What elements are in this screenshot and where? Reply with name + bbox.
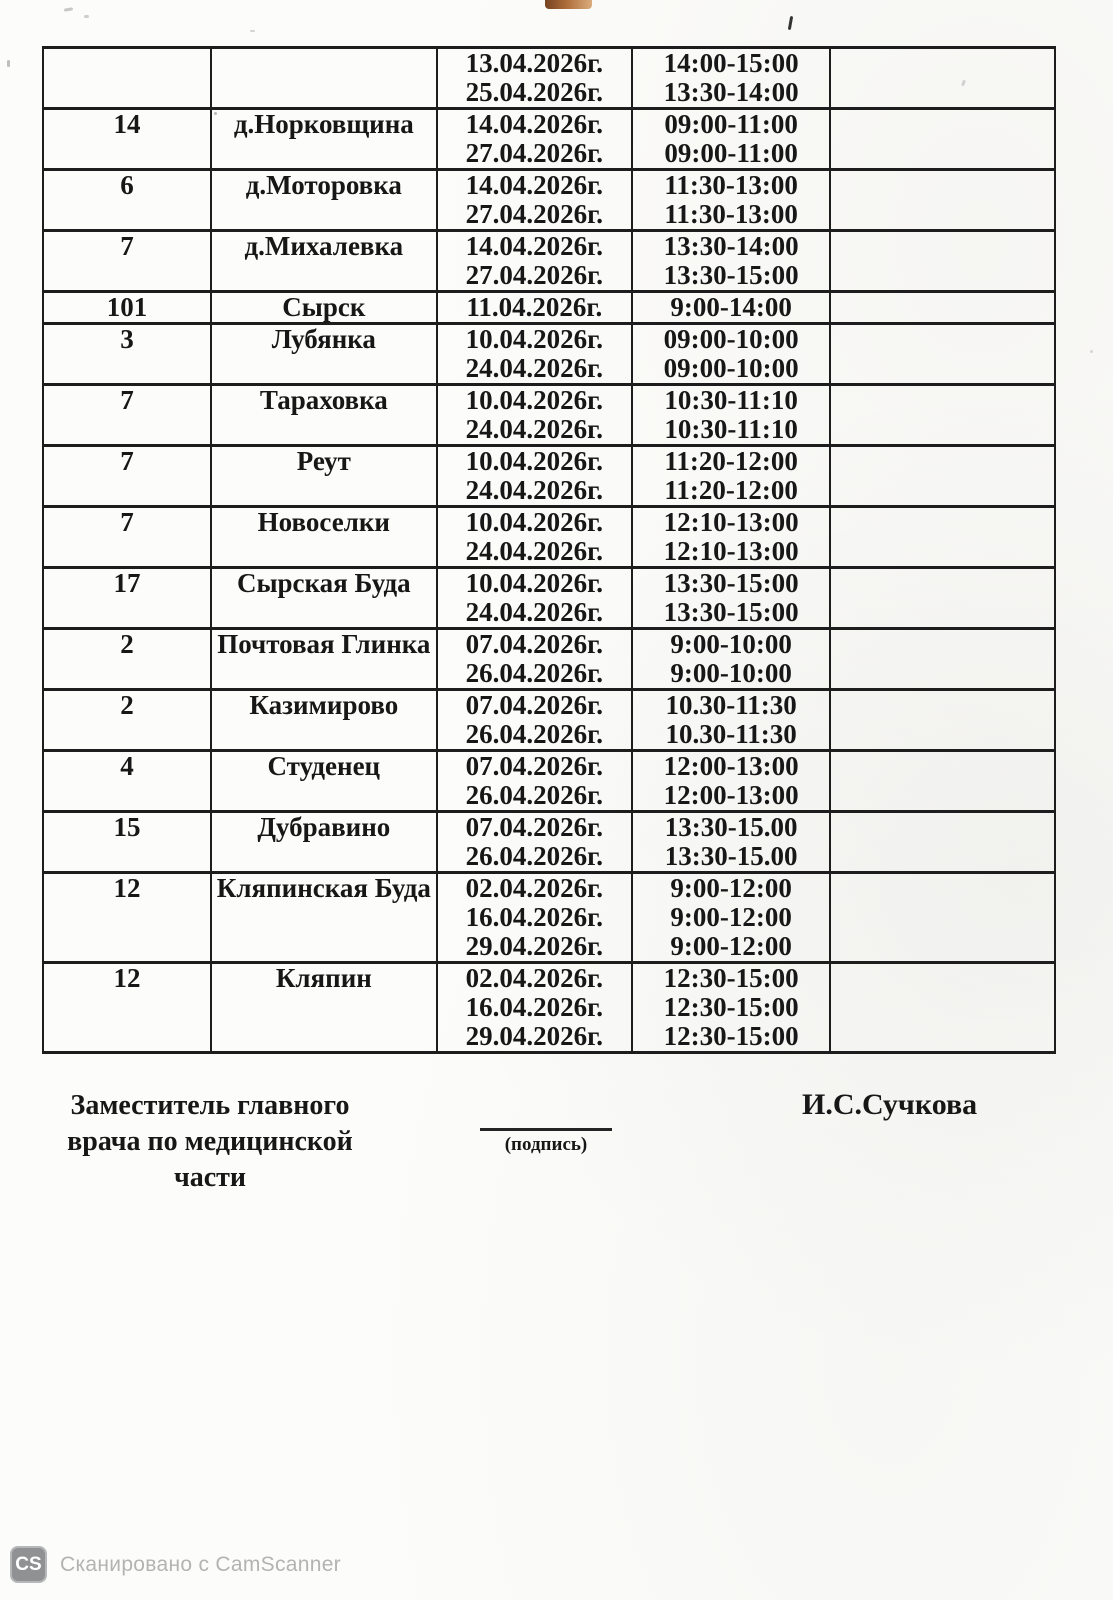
- date-line: 27.04.2026г.: [465, 138, 604, 168]
- time-line: 09:00-10:00: [663, 353, 799, 383]
- cell-place: д.Михалевка: [211, 231, 437, 292]
- time-line: 13:30-15:00: [663, 260, 799, 290]
- cell-dates: [437, 751, 632, 812]
- date-line: 14.04.2026г.: [465, 170, 604, 200]
- time-line: 12:10-13:00: [663, 536, 799, 566]
- cell-place: Почтовая Глинка: [211, 629, 437, 690]
- cell-times: [632, 629, 830, 690]
- cell-times: [632, 507, 830, 568]
- table-row: [43, 873, 1055, 963]
- cell-number: 7: [43, 231, 211, 292]
- cell-dates: [437, 48, 632, 109]
- time-line: 13:30-15.00: [664, 812, 798, 842]
- cell-place: Сырск: [211, 292, 437, 324]
- table-row: [43, 751, 1055, 812]
- cell-dates: [437, 231, 632, 292]
- cell-notes: [830, 963, 1055, 1053]
- cell-times: [632, 109, 830, 170]
- cell-times: [632, 170, 830, 231]
- date-line: 24.04.2026г.: [465, 353, 604, 383]
- scan-speck: [84, 15, 89, 18]
- cell-dates: [437, 629, 632, 690]
- cell-times: [632, 873, 830, 963]
- cell-number: 17: [43, 568, 211, 629]
- signatory-title-line: Заместитель главного: [70, 1090, 350, 1121]
- cell-dates: [437, 109, 632, 170]
- cell-times: [632, 690, 830, 751]
- cell-number: 12: [43, 873, 211, 963]
- cell-number: 3: [43, 324, 211, 385]
- cell-place: Студенец: [211, 751, 437, 812]
- cell-number: 15: [43, 812, 211, 873]
- time-line: 9:00-12:00: [670, 931, 792, 961]
- date-line: 24.04.2026г.: [465, 597, 604, 627]
- time-line: 10.30-11:30: [665, 719, 797, 749]
- cell-dates: [437, 385, 632, 446]
- date-line: 10.04.2026г.: [465, 507, 604, 537]
- table-row: [43, 48, 1055, 109]
- cell-place: Новоселки: [211, 507, 437, 568]
- cell-dates: [437, 568, 632, 629]
- time-line: 13:30-15.00: [664, 841, 798, 871]
- cell-place: Тараховка: [211, 385, 437, 446]
- cell-times: [632, 292, 830, 324]
- schedule-table: [42, 46, 1056, 1054]
- date-line: 24.04.2026г.: [465, 536, 604, 566]
- cell-notes: [830, 385, 1055, 446]
- table-row: [43, 170, 1055, 231]
- table-row: [43, 446, 1055, 507]
- date-line: 10.04.2026г.: [465, 324, 604, 354]
- cell-number: 14: [43, 109, 211, 170]
- scan-speck: [64, 7, 73, 12]
- date-line: 27.04.2026г.: [465, 260, 604, 290]
- camscanner-logo-icon: CS: [10, 1546, 47, 1583]
- cell-notes: [830, 292, 1055, 324]
- date-line: 29.04.2026г.: [465, 931, 604, 961]
- table-row: [43, 231, 1055, 292]
- scan-artifact-brown-mark: [545, 0, 592, 9]
- time-line: 9:00-10:00: [670, 658, 792, 688]
- table-row: [43, 385, 1055, 446]
- table-row: [43, 507, 1055, 568]
- cell-number: 7: [43, 385, 211, 446]
- date-line: 13.04.2026г.: [465, 48, 604, 78]
- date-line: 14.04.2026г.: [465, 231, 604, 261]
- cell-place: Лубянка: [211, 324, 437, 385]
- cell-notes: [830, 109, 1055, 170]
- date-line: 07.04.2026г.: [465, 812, 604, 842]
- signatory-title: [58, 1088, 362, 1196]
- schedule-table-body: [43, 48, 1055, 1053]
- cell-number: 4: [43, 751, 211, 812]
- cell-times: [632, 385, 830, 446]
- table-row: [43, 568, 1055, 629]
- cell-times: [632, 751, 830, 812]
- cell-place: д.Норковщина: [211, 109, 437, 170]
- cell-notes: [830, 48, 1055, 109]
- scan-speck: [7, 60, 10, 67]
- signatory-title-line: врача по медицинской: [67, 1126, 353, 1157]
- cell-times: [632, 324, 830, 385]
- cell-number: 101: [43, 292, 211, 324]
- date-line: 26.04.2026г.: [465, 841, 604, 871]
- cell-dates: [437, 873, 632, 963]
- cell-place: Казимирово: [211, 690, 437, 751]
- cell-notes: [830, 751, 1055, 812]
- time-line: 13:30-14:00: [663, 231, 799, 261]
- time-line: 09:00-11:00: [664, 109, 798, 139]
- time-line: 12:00-13:00: [663, 751, 799, 781]
- date-line: 14.04.2026г.: [465, 109, 604, 139]
- cell-place: [211, 48, 437, 109]
- cell-notes: [830, 873, 1055, 963]
- date-line: 07.04.2026г.: [465, 751, 604, 781]
- date-line: 11.04.2026г.: [466, 292, 603, 322]
- signature-caption: (подпись): [504, 1134, 588, 1155]
- date-line: 10.04.2026г.: [465, 385, 604, 415]
- time-line: 11:30-13:00: [664, 170, 798, 200]
- cell-notes: [830, 324, 1055, 385]
- cell-dates: [437, 324, 632, 385]
- date-line: 24.04.2026г.: [465, 414, 604, 444]
- cell-notes: [830, 446, 1055, 507]
- signatory-name: И.С.Сучкова: [802, 1088, 978, 1121]
- date-line: 26.04.2026г.: [465, 780, 604, 810]
- signatory-title-line: части: [173, 1162, 247, 1193]
- cell-notes: [830, 231, 1055, 292]
- cell-number: 2: [43, 690, 211, 751]
- cell-times: [632, 231, 830, 292]
- time-line: 10.30-11:30: [665, 690, 797, 720]
- table-row: [43, 690, 1055, 751]
- table-row: [43, 629, 1055, 690]
- date-line: 25.04.2026г.: [465, 77, 604, 107]
- cell-notes: [830, 507, 1055, 568]
- cell-number: [43, 48, 211, 109]
- signature-line: [480, 1128, 612, 1131]
- cell-notes: [830, 568, 1055, 629]
- time-line: 13:30-15:00: [663, 568, 799, 598]
- cell-notes: [830, 690, 1055, 751]
- cell-times: [632, 963, 830, 1053]
- date-line: 16.04.2026г.: [465, 992, 604, 1022]
- date-line: 07.04.2026г.: [465, 629, 604, 659]
- cell-notes: [830, 812, 1055, 873]
- table-row: [43, 963, 1055, 1053]
- scan-speck: [250, 30, 255, 32]
- time-line: 11:20-12:00: [664, 446, 798, 476]
- cell-place: Кляпинская Буда: [211, 873, 437, 963]
- time-line: 10:30-11:10: [664, 385, 798, 415]
- cell-dates: [437, 292, 632, 324]
- date-line: 24.04.2026г.: [465, 475, 604, 505]
- cell-dates: [437, 446, 632, 507]
- cell-dates: [437, 690, 632, 751]
- cell-notes: [830, 629, 1055, 690]
- cell-dates: [437, 507, 632, 568]
- time-line: 12:00-13:00: [663, 780, 799, 810]
- time-line: 09:00-11:00: [664, 138, 798, 168]
- time-line: 12:30-15:00: [663, 1021, 799, 1051]
- cell-number: 12: [43, 963, 211, 1053]
- date-line: 07.04.2026г.: [465, 690, 604, 720]
- cell-times: [632, 812, 830, 873]
- cell-dates: [437, 963, 632, 1053]
- table-row: [43, 324, 1055, 385]
- time-line: 12:30-15:00: [663, 992, 799, 1022]
- cell-place: Кляпин: [211, 963, 437, 1053]
- table-row: [43, 109, 1055, 170]
- date-line: 02.04.2026г.: [465, 963, 604, 993]
- time-line: 9:00-12:00: [670, 902, 792, 932]
- scan-speck: [788, 16, 793, 30]
- cell-place: д.Моторовка: [211, 170, 437, 231]
- cell-place: Дубравино: [211, 812, 437, 873]
- cell-dates: [437, 812, 632, 873]
- date-line: 29.04.2026г.: [465, 1021, 604, 1051]
- cell-number: 7: [43, 507, 211, 568]
- cell-place: Сырская Буда: [211, 568, 437, 629]
- time-line: 13:30-14:00: [663, 77, 799, 107]
- cell-number: 2: [43, 629, 211, 690]
- time-line: 14:00-15:00: [663, 48, 799, 78]
- date-line: 02.04.2026г.: [465, 873, 604, 903]
- time-line: 12:10-13:00: [663, 507, 799, 537]
- camscanner-text: Сканировано с CamScanner: [60, 1552, 341, 1576]
- table-row: [43, 292, 1055, 324]
- time-line: 9:00-10:00: [670, 629, 792, 659]
- cell-dates: [437, 170, 632, 231]
- time-line: 9:00-12:00: [670, 873, 792, 903]
- time-line: 12:30-15:00: [663, 963, 799, 993]
- time-line: 10:30-11:10: [664, 414, 798, 444]
- date-line: 16.04.2026г.: [465, 902, 604, 932]
- date-line: 10.04.2026г.: [465, 568, 604, 598]
- cell-times: [632, 568, 830, 629]
- date-line: 26.04.2026г.: [465, 658, 604, 688]
- time-line: 09:00-10:00: [663, 324, 799, 354]
- date-line: 10.04.2026г.: [465, 446, 604, 476]
- time-line: 9:00-14:00: [670, 292, 792, 322]
- cell-place: Реут: [211, 446, 437, 507]
- cell-times: [632, 48, 830, 109]
- cell-number: 7: [43, 446, 211, 507]
- scan-speck: [1090, 350, 1093, 353]
- time-line: 13:30-15:00: [663, 597, 799, 627]
- date-line: 26.04.2026г.: [465, 719, 604, 749]
- date-line: 27.04.2026г.: [465, 199, 604, 229]
- camscanner-watermark: [10, 1546, 341, 1583]
- time-line: 11:20-12:00: [664, 475, 798, 505]
- time-line: 11:30-13:00: [664, 199, 798, 229]
- table-row: [43, 812, 1055, 873]
- cell-times: [632, 446, 830, 507]
- cell-number: 6: [43, 170, 211, 231]
- cell-notes: [830, 170, 1055, 231]
